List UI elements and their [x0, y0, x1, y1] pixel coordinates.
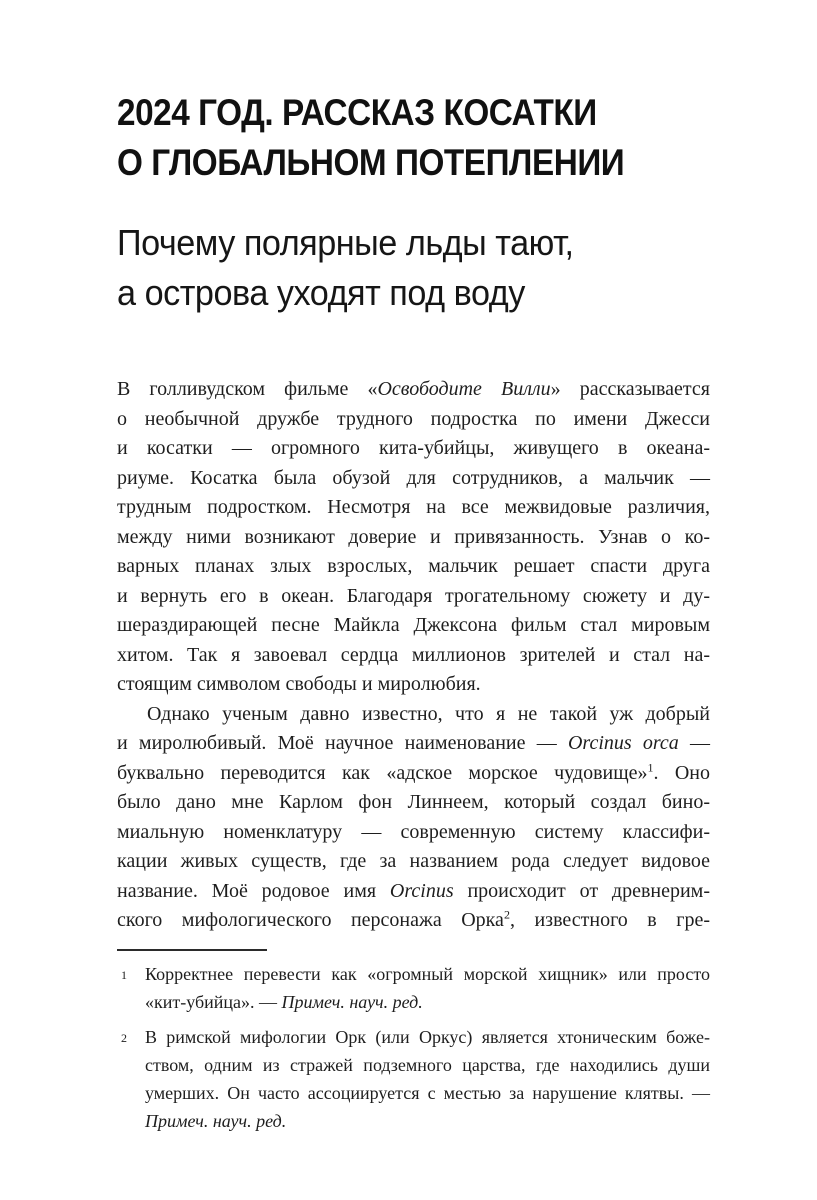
footnote: [117, 1023, 710, 1135]
text-line: [117, 670, 710, 700]
text-segment: было дано мне Карлом фон Линнеем, который создал бино-: [117, 791, 710, 813]
text-line: [117, 464, 710, 494]
text-line: [117, 523, 710, 553]
text-segment: риуме. Косатка была обузой для сотрудников, а мальчик —: [117, 466, 710, 489]
text-line: [117, 375, 710, 405]
text-line: [117, 700, 710, 730]
text-segment: Однако ученым давно известно, что я не такой уж добрый: [147, 702, 710, 725]
text-segment: —: [678, 732, 711, 754]
text-line: [117, 729, 710, 759]
text-segment: происходит от древнерим-: [453, 879, 711, 902]
text-segment: Примеч. науч. ред.: [145, 1110, 287, 1131]
text-line: [145, 960, 710, 988]
text-segment: буквально переводится как «адское морское чудовище»: [117, 761, 648, 784]
text-line: [145, 1079, 710, 1107]
text-segment: варных планах злых взрослых, мальчик решает спасти друга: [117, 555, 710, 577]
footnote-marker: 1: [121, 967, 127, 982]
footnotes: [117, 960, 710, 1135]
chapter-title-line: О ГЛОБАЛЬНОМ ПОТЕПЛЕНИИ: [117, 142, 625, 183]
text-segment: Освободите Вилли: [377, 378, 551, 400]
text-line: [117, 906, 710, 936]
footnote-marker: 2: [121, 1030, 127, 1045]
chapter-subtitle: [117, 218, 680, 318]
text-segment: В римской мифологии Орк (или Оркус) является хтоническим боже-: [145, 1026, 710, 1047]
text-segment: «кит-убийца». —: [145, 991, 282, 1012]
chapter-subtitle-line: а острова уходят под воду: [117, 272, 525, 313]
text-segment: и миролюбивый. Моё научное наименование —: [117, 732, 568, 754]
text-segment: » рассказывается: [550, 378, 710, 400]
text-segment: ского мифологического персонажа Орка: [117, 909, 504, 931]
text-segment: В голливудском фильме «: [117, 378, 378, 400]
footnote-reference: 1: [647, 759, 654, 774]
text-segment: миальную номенклатуру — современную систему классифи-: [117, 820, 710, 843]
chapter-title: [117, 88, 651, 188]
text-line: [145, 1023, 710, 1051]
text-segment: трудным подростком. Несмотря на все межвидовые различия,: [117, 496, 710, 518]
text-line: [117, 788, 710, 818]
chapter-title-line: 2024 ГОД. РАССКАЗ КОСАТКИ: [117, 92, 597, 133]
text-line: [117, 847, 710, 877]
chapter-subtitle-line: Почему полярные льды тают,: [117, 222, 574, 263]
text-line: [117, 434, 710, 464]
text-segment: Orcinus: [389, 879, 454, 902]
text-segment: Корректнее перевести как «огромный морской хищник» или просто: [145, 963, 710, 984]
text-segment: ством, одним из стражей подземного царства, где находились души: [145, 1054, 710, 1075]
text-line: [145, 1051, 710, 1079]
text-line: [117, 818, 710, 848]
text-line: [117, 552, 710, 582]
text-line: [117, 582, 710, 612]
footnote-reference: 2: [503, 907, 510, 922]
text-segment: между ними возникают доверие и привязанность. Узнав о ко-: [117, 525, 710, 548]
text-segment: умерших. Он часто ассоциируется с местью за нарушение клятвы. —: [145, 1082, 710, 1103]
text-line: [117, 493, 710, 523]
text-line: [145, 1107, 710, 1135]
text-line: [117, 877, 710, 907]
footnote: [117, 960, 710, 1016]
footnote-divider: [117, 949, 267, 951]
text-segment: хитом. Так я завоевал сердца миллионов зрителей и стал на-: [117, 643, 710, 666]
text-line: [117, 405, 710, 435]
text-line: [145, 988, 710, 1016]
text-segment: стоящим символом свободы и миролюбия.: [117, 673, 481, 695]
body-text: [117, 375, 710, 936]
paragraph: [117, 700, 710, 936]
text-segment: о необычной дружбе трудного подростка по имени Джесси: [117, 407, 710, 430]
paragraph: [117, 375, 710, 700]
text-segment: шераздирающей песне Майкла Джексона фильм стал мировым: [117, 614, 710, 636]
text-segment: название. Моё родовое имя: [117, 879, 390, 902]
text-segment: , известного в гре-: [509, 909, 710, 931]
text-segment: кации живых существ, где за названием рода следует видовое: [117, 850, 710, 872]
text-line: [117, 641, 710, 671]
text-segment: Примеч. науч. ред.: [281, 991, 423, 1012]
text-segment: и косатки — огромного кита-убийцы, живущего в океана-: [117, 437, 710, 459]
text-segment: . Оно: [653, 761, 711, 784]
text-segment: Orcinus orca: [567, 732, 679, 754]
text-segment: и вернуть его в океан. Благодаря трогательному сюжету и ду-: [117, 584, 710, 607]
text-line: [117, 611, 710, 641]
text-line: [117, 759, 710, 789]
